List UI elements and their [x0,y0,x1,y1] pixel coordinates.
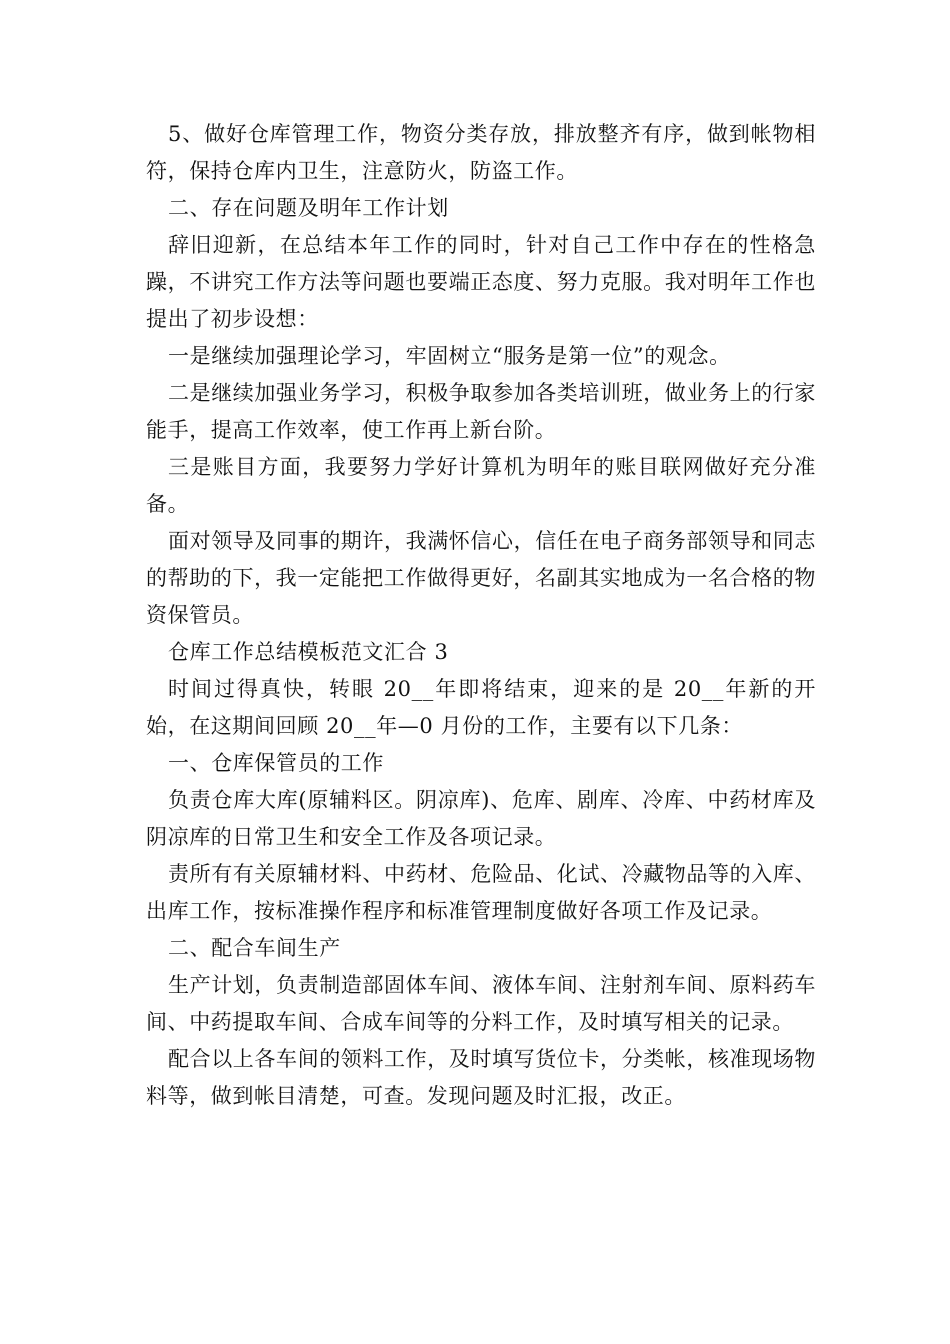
paragraph-plan-3: 三是账目方面，我要努力学好计算机为明年的账目联网做好充分准备。 [146,455,816,516]
paragraph-plan-2: 二是继续加强业务学习，积极争取参加各类培训班，做业务上的行家能手，提高工作效率，使工作再上新台阶。 [146,381,816,442]
paragraph-material-issue: 配合以上各车间的领料工作，及时填写货位卡，分类帐，核准现场物料等，做到帐目清楚，可查。发现问题及时汇报，改正。 [146,1047,816,1108]
paragraph-item-5: 5、做好仓库管理工作，物资分类存放，排放整齐有序，做到帐物相符，保持仓库内卫生，注意防火，防盗工作。 [146,122,816,183]
paragraph-warehouse-duty: 负责仓库大库(原辅料区。阴凉库)、危库、剧库、冷库、中药材库及阴凉库的日常卫生和安全工作及各项记录。 [146,788,816,849]
paragraph-reflection: 辞旧迎新，在总结本年工作的同时，针对自己工作中存在的性格急躁，不讲究工作方法等问题也要端正态度、努力克服。我对明年工作也提出了初步设想： [146,233,816,331]
paragraph-closing: 面对领导及同事的期许，我满怀信心，信任在电子商务部领导和同志的帮助的下，我一定能把工作做得更好，名副其实地成为一名合格的物资保管员。 [146,529,816,627]
article-title-3: 仓库工作总结模板范文汇合 3 [168,640,449,664]
paragraph-intro: 时间过得真快，转眼 20__年即将结束，迎来的是 20__年新的开始，在这期间回顾 20__年—0 月份的工作，主要有以下几条： [146,677,816,738]
paragraph-inout-duty: 责所有有关原辅材料、中药材、危险品、化试、冷藏物品等的入库、出库工作，按标准操作程序和标准管理制度做好各项工作及记录。 [146,862,816,923]
document-body [146,116,816,1115]
paragraph-plan-1: 一是继续加强理论学习，牢固树立“服务是第一位”的观念。 [168,344,731,368]
section-heading-production: 二、配合车间生产 [168,936,341,960]
section-heading-problems-plan: 二、存在问题及明年工作计划 [168,196,449,220]
section-heading-keeper-work: 一、仓库保管员的工作 [168,751,384,775]
paragraph-production-plan: 生产计划，负责制造部固体车间、液体车间、注射剂车间、原料药车间、中药提取车间、合成车间等的分料工作，及时填写相关的记录。 [146,973,816,1034]
